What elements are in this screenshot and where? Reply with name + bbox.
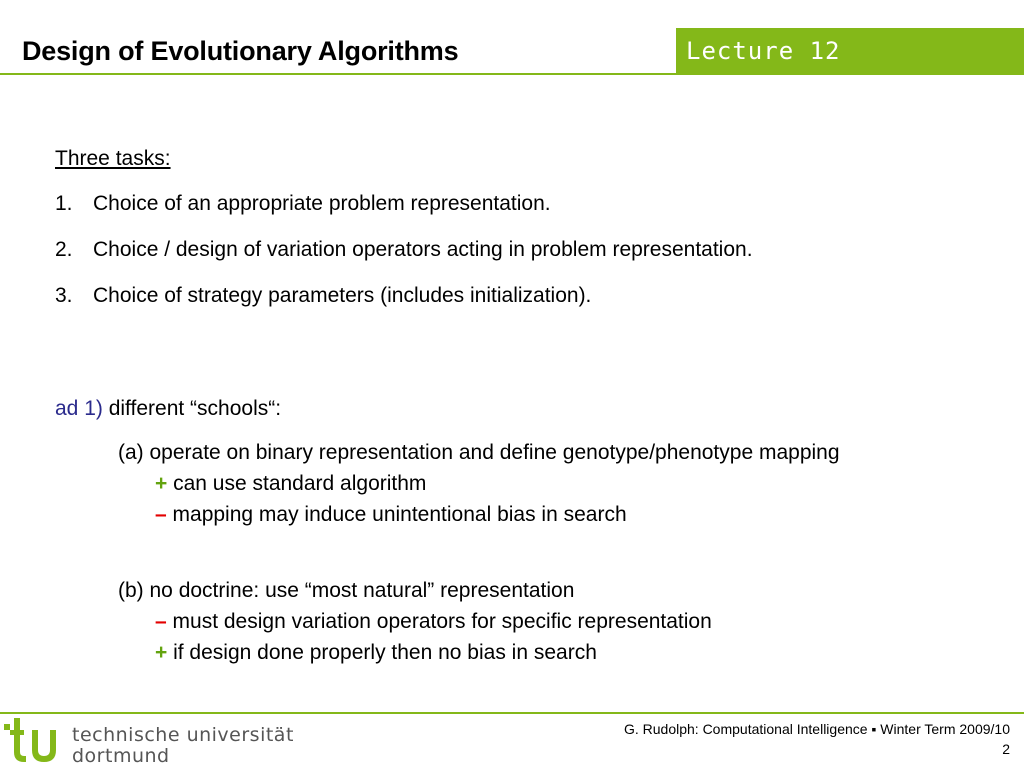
minus-icon: – <box>155 503 167 526</box>
option-b-pro <box>155 641 597 665</box>
task-item-1: Choice of an appropriate problem representation. <box>93 192 551 215</box>
logo-line-1: technische universität <box>72 724 294 746</box>
minus-icon: – <box>155 610 167 633</box>
lecture-label: Lecture 12 <box>686 37 841 65</box>
option-a-pro-text: can use standard algorithm <box>167 472 427 495</box>
header-rule <box>0 73 676 75</box>
ad-label: ad 1) <box>55 397 103 420</box>
tu-logo-icon <box>4 718 66 764</box>
slide-title: Design of Evolutionary Algorithms <box>22 36 459 66</box>
footer-rule <box>0 712 1024 714</box>
option-a-con-text: mapping may induce unintentional bias in search <box>166 503 627 526</box>
footer-credit: G. Rudolph: Computational Intelligence ▪ Winter Term 2009/10 <box>623 721 1010 737</box>
task-number-2: 2. <box>55 238 73 261</box>
task-number-3: 3. <box>55 284 73 307</box>
task-item-2: Choice / design of variation operators acting in problem representation. <box>93 238 753 261</box>
lecture-badge <box>676 28 1024 75</box>
task-number-1: 1. <box>55 192 73 215</box>
option-a-heading: (a) operate on binary representation and define genotype/phenotype mapping <box>118 441 840 464</box>
plus-icon: + <box>155 641 168 664</box>
option-a-con <box>155 503 627 527</box>
option-b-pro-text: if design done properly then no bias in search <box>167 641 597 664</box>
intro-heading: Three tasks: <box>55 147 171 170</box>
task-item-3: Choice of strategy parameters (includes initialization). <box>93 284 592 307</box>
option-b-con <box>155 610 712 634</box>
page-number: 2 <box>1002 741 1010 757</box>
option-b-heading: (b) no doctrine: use “most natural” representation <box>118 579 575 602</box>
ad-line <box>55 397 281 421</box>
ad-text: different “schools“: <box>102 397 282 420</box>
option-b-con-text: must design variation operators for specific representation <box>166 610 712 633</box>
plus-icon: + <box>155 472 168 495</box>
option-a-pro <box>155 472 426 496</box>
logo-line-2: dortmund <box>72 745 170 767</box>
